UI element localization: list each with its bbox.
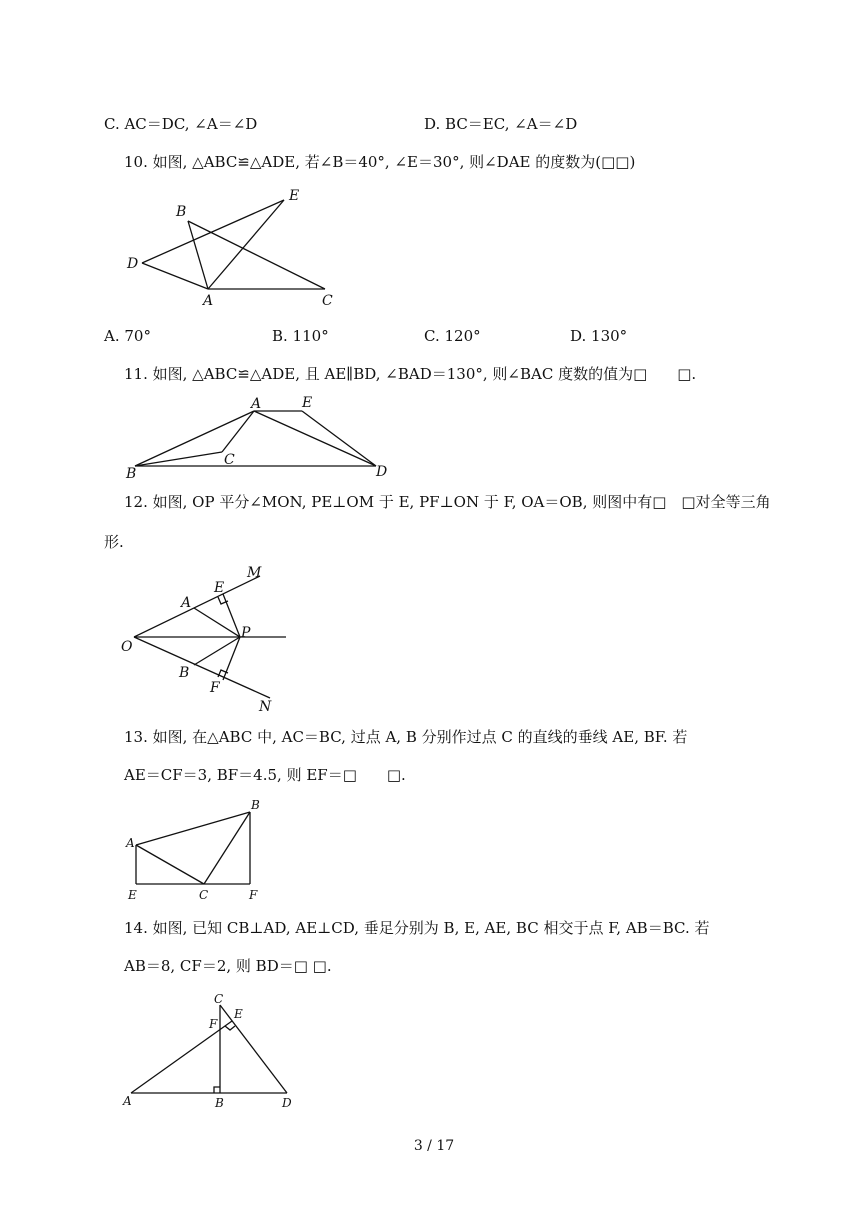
q10-stem: 10. 如图, △ABC≌△ADE, 若∠B＝40°, ∠E＝30°, 则∠DAE 的度数为(□□) bbox=[124, 153, 636, 171]
q14-stem-line2: AB＝8, CF＝2, 则 BD＝□ □. bbox=[124, 957, 332, 975]
q14-label-f: F bbox=[209, 1017, 218, 1031]
q12-label-b: B bbox=[179, 665, 190, 681]
q10-option-b: B. 110° bbox=[272, 327, 329, 345]
q13-label-f: F bbox=[249, 888, 258, 902]
q12-stem-line2: 形. bbox=[104, 533, 124, 551]
q9-option-c: C. AC＝DC, ∠A＝∠D bbox=[104, 115, 258, 133]
q13-stem-line2: AE＝CF＝3, BF＝4.5, 则 EF＝□ □. bbox=[124, 766, 406, 784]
q9-option-d: D. BC＝EC, ∠A＝∠D bbox=[424, 115, 578, 133]
q13-stem-line1: 13. 如图, 在△ABC 中, AC＝BC, 过点 A, B 分别作过点 C 的直线的垂线 AE, BF. 若 bbox=[124, 728, 688, 746]
q11-label-c: C bbox=[224, 452, 235, 468]
q13-label-a: A bbox=[126, 836, 135, 850]
q12-stem-line1: 12. 如图, OP 平分∠MON, PE⊥OM 于 E, PF⊥ON 于 F, OA＝OB, 则图中有□ □对全等三角 bbox=[124, 493, 771, 511]
q11-label-d: D bbox=[376, 464, 388, 480]
q14-label-e: E bbox=[234, 1007, 243, 1021]
q12-label-f: F bbox=[210, 680, 220, 696]
q13-label-c: C bbox=[199, 888, 209, 902]
q11-label-a: A bbox=[251, 396, 262, 412]
q10-option-a: A. 70° bbox=[104, 327, 151, 345]
q12-label-a: A bbox=[181, 595, 192, 611]
q14-stem-line1: 14. 如图, 已知 CB⊥AD, AE⊥CD, 垂足分别为 B, E, AE, BC 相交于点 F, AB＝BC. 若 bbox=[124, 919, 710, 937]
page-number: 3 / 17 bbox=[413, 1138, 455, 1154]
q14-label-a: A bbox=[123, 1094, 132, 1108]
q14-label-c: C bbox=[214, 992, 224, 1006]
q12-label-m: M bbox=[247, 565, 262, 581]
q12-label-o: O bbox=[121, 639, 133, 655]
q14-label-b: B bbox=[215, 1096, 224, 1110]
q10-label-c: C bbox=[322, 293, 333, 309]
q11-stem: 11. 如图, △ABC≌△ADE, 且 AE∥BD, ∠BAD＝130°, 则∠BAC 度数的值为□ □. bbox=[124, 365, 697, 383]
q12-label-e: E bbox=[214, 580, 225, 596]
q10-label-a: A bbox=[203, 293, 214, 309]
q12-label-n: N bbox=[259, 699, 272, 715]
q10-label-e: E bbox=[289, 188, 300, 204]
q12-label-p: P bbox=[241, 625, 251, 641]
q10-option-d: D. 130° bbox=[570, 327, 628, 345]
q10-option-c: C. 120° bbox=[424, 327, 481, 345]
q10-label-d: D bbox=[127, 256, 139, 272]
q10-label-b: B bbox=[176, 204, 187, 220]
q13-label-e: E bbox=[128, 888, 137, 902]
q13-label-b: B bbox=[251, 798, 260, 812]
q11-label-e: E bbox=[302, 395, 313, 411]
q14-label-d: D bbox=[282, 1096, 292, 1110]
q11-label-b: B bbox=[126, 466, 137, 482]
